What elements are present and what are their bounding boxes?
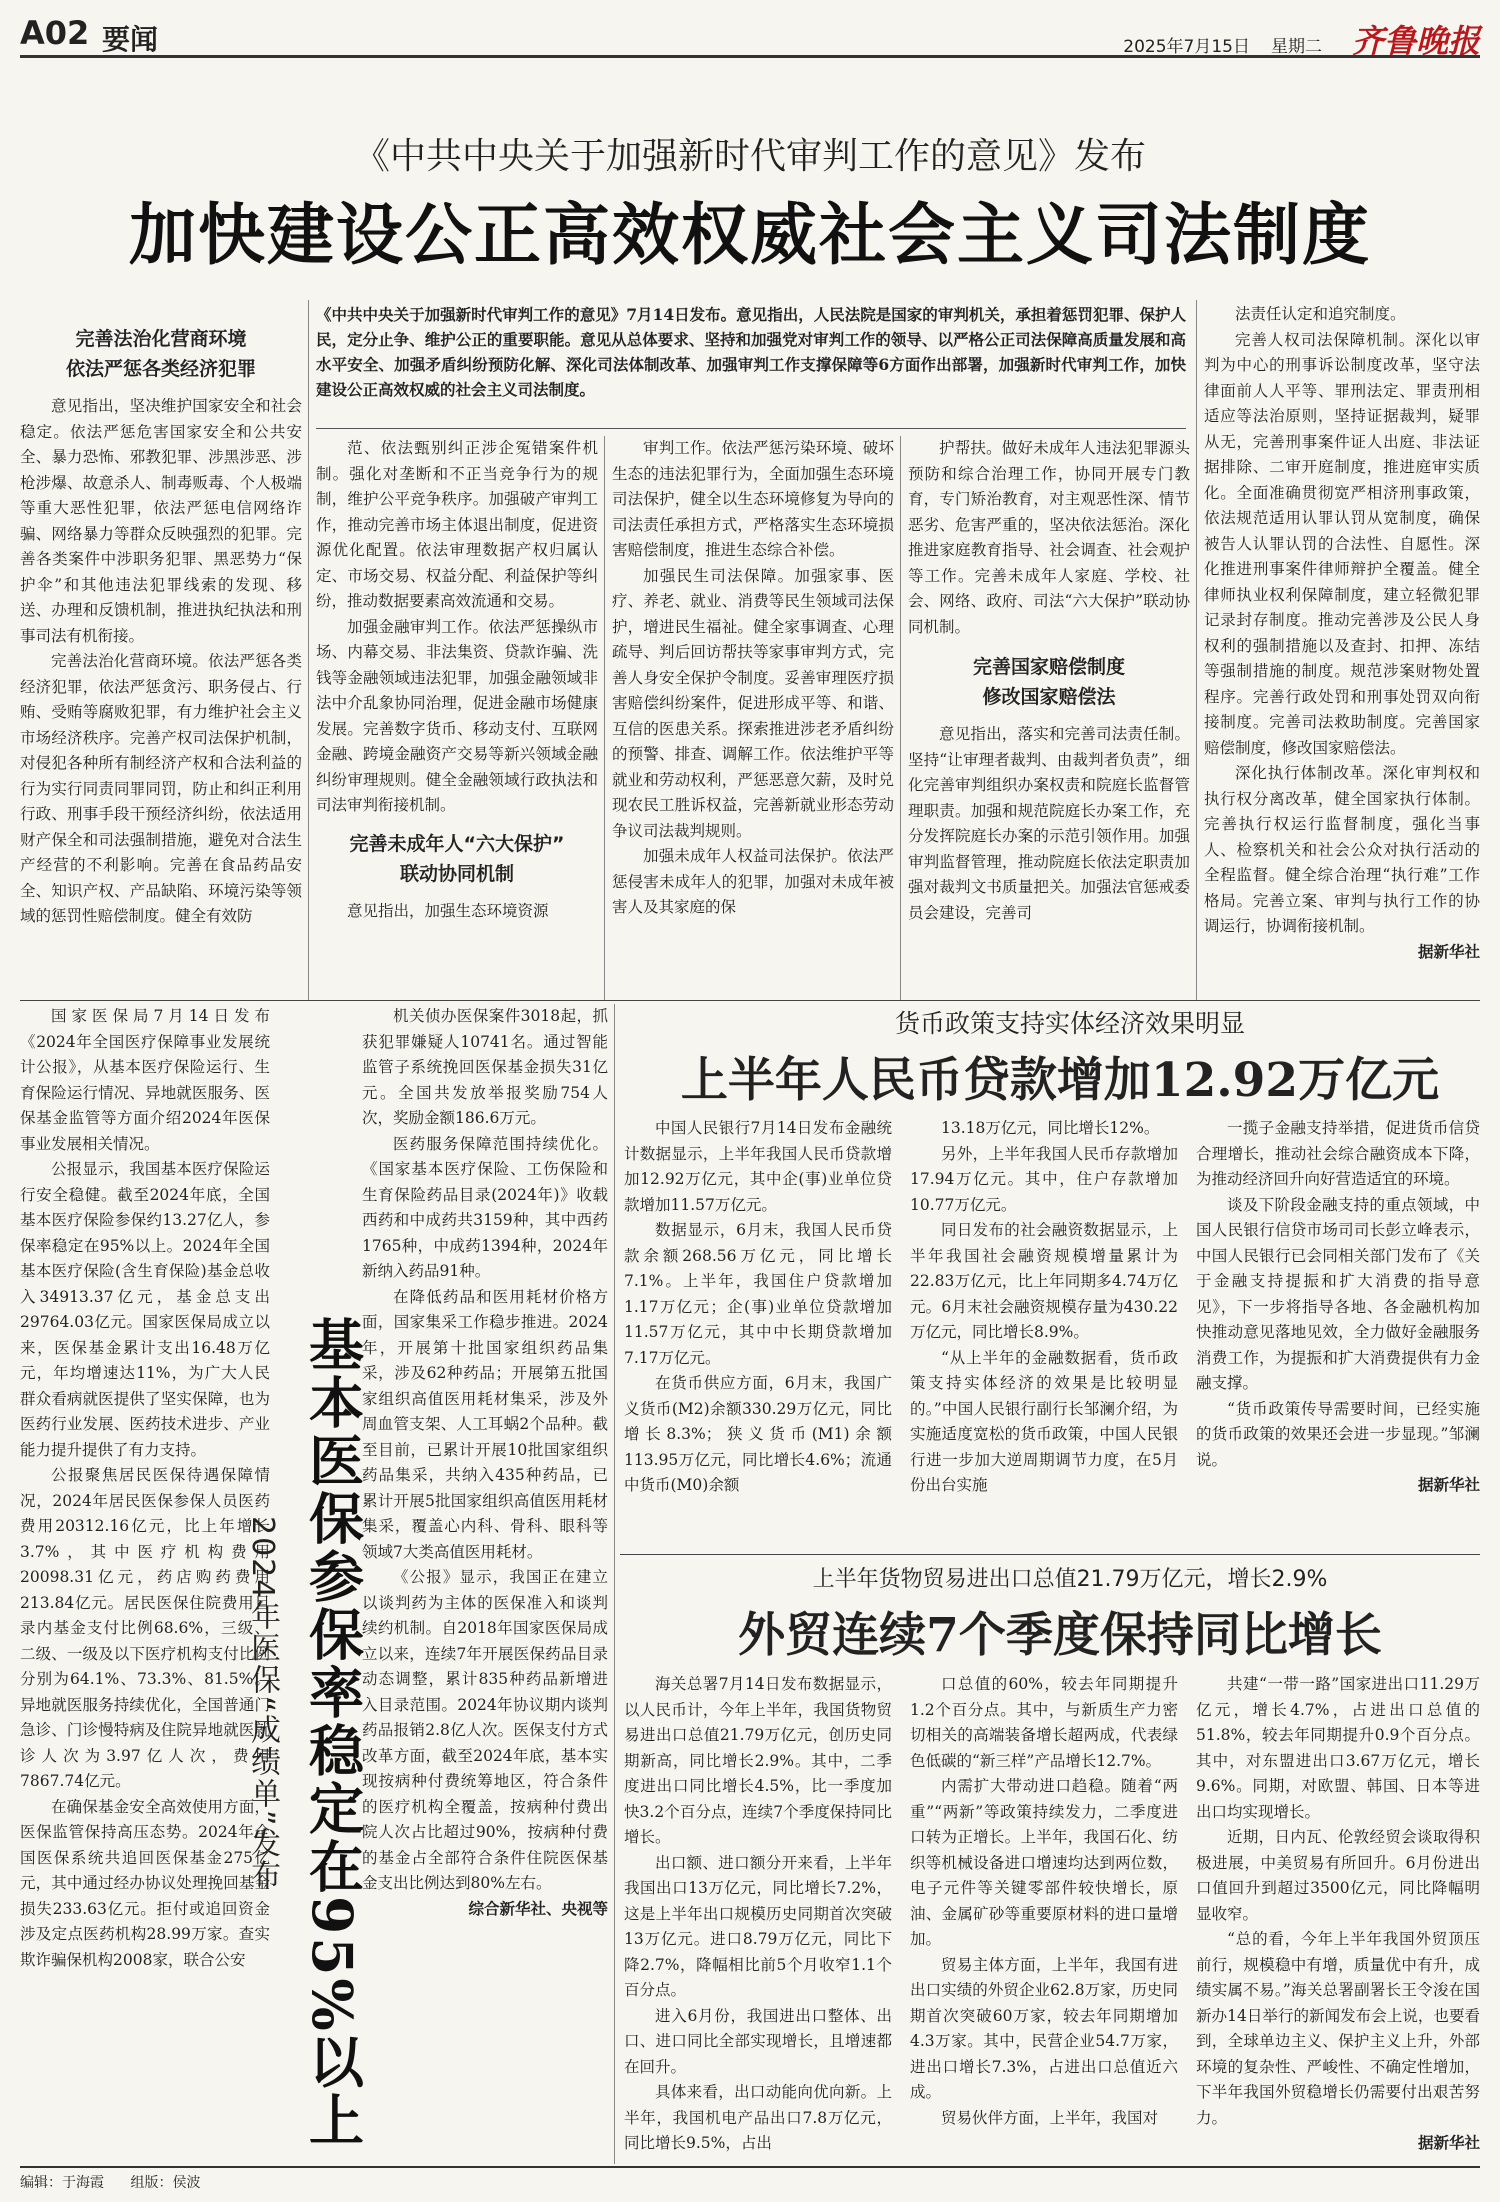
paragraph: 法责任认定和追究制度。 (1235, 305, 1406, 323)
story1-col2-body (316, 436, 598, 819)
story1-column-4 (908, 436, 1190, 1000)
story1-column-5 (1204, 302, 1480, 1000)
story3-column-3 (1196, 1116, 1480, 1550)
paragraph: 意见指出，落实和完善司法责任制。坚持“让审理者裁判、由裁判者负责”，细化完善审判组织办案权责和院庭长监督管理职责。加强和规范院庭长办案工作，充分发挥院庭长办案的示范引领作用。加强审判监督管理，推动院庭长依法定职责加强对裁判文书质量把关。加强法官惩戒委员会建设，完善司 (908, 725, 1190, 922)
story1-headline: 加快建设公正高效权威社会主义司法制度 (129, 195, 1371, 274)
story4-kicker: 上半年货物贸易进出口总值21.79万亿元，增长2.9% (812, 1567, 1328, 1592)
paragraph: 在确保基金安全高效使用方面，医保监管保持高压态势。2024年全国医保系统共追回医保基金275亿元，其中通过经办协议处理挽回基金损失233.63亿元。拒付或追回资金涉及定点医药机构28.99万家。查实欺诈骗保机构2008家，联合公安 (20, 1797, 270, 1969)
paragraph: 贸易伙伴方面，上半年，我国对 (941, 2108, 1159, 2127)
paragraph: 深化执行体制改革。深化审判权和执行权分离改革，健全国家执行体制。完善执行权运行监督制度，强化当事人、检察机关和社会公众对执行活动的全程监督。健全综合治理“执行难”工作格局。完善立案、审判与执行工作的协调运行，协调衔接机制。 (1204, 764, 1480, 935)
story4-col3-body (1196, 1672, 1480, 2131)
story1-col2-tail: 意见指出，加强生态环境资源 (347, 901, 549, 920)
paragraph: 贸易主体方面，上半年，我国有进出口实绩的外贸企业62.8万家，历史同期首次突破60万家，较去年同期增加4.3万家。其中，民营企业54.7万家，进出口增长7.3%，占进出口总值近六成。 (910, 1955, 1178, 2101)
column-divider (604, 436, 605, 1000)
paragraph: 一揽子金融支持举措，促进货币信贷合理增长，推动社会综合融资成本下降，为推动经济回升向好营造适宜的环境。 (1196, 1119, 1480, 1188)
paragraph: 加强金融审判工作。依法严惩操纵市场、内幕交易、非法集资、贷款诈骗、洗钱等金融领域违法犯罪，加强金融领域非法中介乱象协同治理，促进金融市场健康发展。完善数字货币、移动支付、互联网金融、跨境金融资产交易等新兴领域金融纠纷审理规则。健全金融领域行政执法和司法审判衔接机制。 (316, 617, 598, 814)
story1-subhead-2: 完善未成年人“六大保护” 联动协同机制 (349, 832, 565, 885)
column-divider (900, 436, 901, 1000)
story4-headline: 外贸连续7个季度保持同比增长 (738, 1608, 1382, 1663)
page-number: A02 (20, 14, 90, 52)
paragraph: 数据显示，6月末，我国人民币贷款余额268.56万亿元，同比增长7.1%。上半年，我国住户贷款增加1.17万亿元；企(事)业单位贷款增加11.57万亿元，其中中长期贷款增加7.17万亿元。 (624, 1221, 892, 1367)
paragraph: 护帮扶。做好未成年人违法犯罪源头预防和综合治理工作，协同开展专门教育，专门矫治教育，对主观恶性深、情节恶劣、危害严重的，坚决依法惩治。深化推进家庭教育指导、社会调查、社会观护等工作。完善未成年人家庭、学校、社会、网络、政府、司法“六大保护”联动协同机制。 (908, 439, 1190, 636)
paragraph: 13.18万亿元，同比增长12%。 (941, 1119, 1160, 1137)
paragraph: 《公报》显示，我国正在建立以谈判药为主体的医保准入和谈判续约机制。自2018年国家医保局成立以来，连续7年开展医保药品目录动态调整，累计835种药品新增进入目录范围。2024年协议期内谈判药品报销2.8亿人次。医保支付方式改革方面，截至2024年底，基本实现按病种付费统筹地区，符合条件的医疗机构全覆盖，按病种付费出院人次占比超过90%，按病种付费的基金占全部符合条件住院医保基金支出比例达到80%左右。 (362, 1568, 608, 1892)
paragraph: 出口额、进口额分开来看，上半年我国出口13万亿元，同比增长7.2%，这是上半年出口规模历史同期首次突破13万亿元。进口8.79万亿元，同比下降2.7%，降幅相比前5个月收窄1.1个百分点。 (624, 1853, 892, 1999)
column-divider (614, 1004, 615, 2164)
newspaper-logo: 齐鲁晚报 (1351, 22, 1480, 60)
story1-kicker: 《中共中央关于加强新时代审判工作的意见》发布 (353, 136, 1146, 177)
paragraph: 另外，上半年我国人民币存款增加17.94万亿元。其中，住户存款增加10.77万亿元。 (910, 1144, 1178, 1214)
section-divider (620, 1554, 1480, 1555)
paragraph: 具体来看，出口动能向优向新。上半年，我国机电产品出口7.8万亿元，同比增长9.5%，占出 (624, 2083, 892, 2152)
paragraph: 公报显示，我国基本医疗保险运行安全稳健。截至2024年底，全国基本医疗保险参保约13.27亿人，参保率稳定在95%以上。2024年全国基本医疗保险(含生育保险)基金总收入34913.37亿元，基金总支出29764.03亿元。国家医保局成立以来，医保基金累计支出16.48万亿元，年均增速达11%，为广大人民群众看病就医提供了坚实保障，也为医药行业发展、医药技术进步、产业能力提升提供了有力支持。 (20, 1160, 270, 1459)
publication-date: 2025年7月15日 (1123, 37, 1250, 57)
story1-col4b-body (908, 722, 1190, 926)
story1-subhead-3: 完善国家赔偿制度 修改国家赔偿法 (972, 656, 1125, 708)
paragraph: 公报聚焦居民医保待遇保障情况，2024年居民医保参保人员医药费用20312.16亿元，比上年增长3.7%，其中医疗机构费用20098.31亿元，药店购药费用213.84亿元。居民医保住院费用目录内基金支付比例68.6%，三级、二级、一级及以下医疗机构支付比例分别为64.1%、73.3%、81.5%。异地就医服务持续优化，全国普通门急诊、门诊慢特病及住院异地就医就诊人次为3.97亿人次，费用7867.74亿元。 (20, 1466, 270, 1790)
paragraph: “从上半年的金融数据看，货币政策支持实体经济的效果是比较明显的。”中国人民银行副行长邹澜介绍，为实施适度宽松的货币政策，中国人民银行进一步加大逆周期调节力度，在5月份出台实施 (910, 1348, 1178, 1494)
paragraph: 海关总署7月14日发布数据显示，以人民币计，今年上半年，我国货物贸易进出口总值21.79万亿元，创历史同期新高，同比增长2.9%。其中，二季度进出口同比增长4.5%，比一季度加快3.2个百分点，连续7个季度保持同比增长。 (624, 1675, 892, 1846)
paragraph: 加强民生司法保障。加强家事、医疗、养老、就业、消费等民生领域司法保护，增进民生福祉。健全家事调查、心理疏导、判后回访帮扶等家事审判方式，完善人身安全保护令制度。妥善审理医疗损害赔偿纠纷案件，促进形成平等、和谐、互信的医患关系。探索推进涉老矛盾纠纷的预警、排查、调解工作。依法维护平等就业和劳动权利，严惩恶意欠薪，及时兑现农民工胜诉权益，完善新就业形态劳动争议司法裁判规则。 (612, 566, 894, 840)
story4-byline: 据新华社 (1417, 2134, 1480, 2152)
paragraph: 在货币供应方面，6月末，我国广义货币(M2)余额330.29万亿元，同比增长8.3%；狭义货币(M1)余额113.95万亿元，同比增长4.6%；流通中货币(M0)余额 (624, 1374, 892, 1494)
story4-column-2 (910, 1672, 1178, 2164)
story2-column-1 (20, 1004, 270, 2164)
paragraph: 在降低药品和医用耗材价格方面，国家集采工作稳步推进。2024年，开展第十批国家组织药品集采，涉及62种药品；开展第五批国家组织高值医用耗材集采，涉及外周血管支架、人工耳蜗2个品种。截至目前，已累计开展10批国家组织药品集采，共纳入435种药品，已累计开展5批国家组织高值医用耗材集采，覆盖心内科、骨科、眼科等领域7大类高值医用耗材。 (362, 1287, 608, 1561)
designer-credit: 组版：侯波 (130, 2175, 201, 2191)
story3-col1-body (624, 1116, 892, 1499)
story1-col5-body (1204, 302, 1480, 940)
story3-col2-body (910, 1116, 1178, 1499)
story1-col3-body (612, 436, 894, 921)
story3-col3-body (1196, 1116, 1480, 1473)
story4-col1-body (624, 1672, 892, 2157)
story4-col2-body (910, 1672, 1178, 2131)
story1-lead: 《中共中央关于加强新时代审判工作的意见》7月14日发布。意见指出，人民法院是国家的审判机关，承担着惩罚犯罪、保护人民，定分止争、维护公正的重要职能。意见从总体要求、坚持和加强党对审判工作的领导、以严格公正司法保障高质量发展和高水平安全、加强矛盾纠纷预防化解、深化司法体制改革、加强审判工作支撑保障等6方面作出部署，加强新时代审判工作，加快建设公正高效权威的社会主义司法制度。 (316, 305, 1186, 399)
story3-column-1 (624, 1116, 892, 1550)
paragraph: 机关侦办医保案件3018起，抓获犯罪嫌疑人10741名。通过智能监管子系统挽回医保基金损失31亿元。全国共发放举报奖励754人次，奖励金额186.6万元。 (362, 1007, 608, 1127)
paragraph: “总的看，今年上半年我国外贸顶压前行，规模稳中有增，质量优中有升，成绩实属不易。”海关总署副署长王令浚在国新办14日举行的新闻发布会上说，也要看到，全球单边主义、保护主义上升，外部环境的复杂性、严峻性、不确定性增加，下半年我国外贸稳增长仍需要付出艰苦努力。 (1196, 1930, 1480, 2127)
page-footer (20, 2166, 1480, 2192)
paragraph: 进入6月份，我国进出口整体、出口、进口同比全部实现增长，且增速都在回升。 (624, 2006, 892, 2076)
editor-credit: 编辑：于海霞 (20, 2175, 104, 2191)
paragraph: 近期，日内瓦、伦敦经贸会谈取得积极进展，中美贸易有所回升。6月份进出口值回升到超过3500亿元，同比降幅明显收窄。 (1196, 1828, 1480, 1923)
paragraph: 完善法治化营商环境。依法严惩各类经济犯罪，依法严惩贪污、职务侵占、行贿、受贿等腐败犯罪，有力维护社会主义市场经济秩序。完善产权司法保护机制，对侵犯各种所有制经济产权和合法利益的行为实行同责同罪同罚，防止和纠正利用行政、刑事手段干预经济纠纷，依法适用财产保全和司法强制措施，避免对合法生产经营的不利影响。完善在食品药品安全、知识产权、产品缺陷、环境污染等领域的惩罚性赔偿制度。健全有效防 (20, 652, 302, 925)
story3-headline: 上半年人民币贷款增加12.92万亿元 (680, 1053, 1440, 1108)
weekday: 星期二 (1271, 37, 1322, 57)
story1-col1-body (20, 394, 302, 930)
story2-byline: 综合新华社、央视等 (468, 1899, 608, 1918)
paragraph: 内需扩大带动进口趋稳。随着“两重”“两新”等政策持续发力，二季度进口转为正增长。上半年，我国石化、纺织等机械设备进口增速均达到两位数，电子元件等关键零部件较快增长，原油、金属矿砂等重要原材料的进口量增加。 (910, 1777, 1178, 1948)
story1-column-3 (612, 436, 894, 1000)
paragraph: 口总值的60%，较去年同期提升1.2个百分点。其中，与新质生产力密切相关的高端装备增长超两成，代表绿色低碳的“新三样”产品增长12.7%。 (910, 1675, 1178, 1770)
story1-subhead-1: 完善法治化营商环境 依法严惩各类经济犯罪 (65, 328, 256, 380)
story4-column-3 (1196, 1672, 1480, 2164)
paragraph: 中国人民银行7月14日发布金融统计数据显示，上半年我国人民币贷款增加12.92万亿元，其中企(事)业单位贷款增加11.57万亿元。 (624, 1119, 892, 1214)
story2-colB-body (362, 1004, 608, 1897)
story1-column-1 (20, 318, 302, 998)
story1-byline: 据新华社 (1417, 942, 1480, 961)
paragraph: 医药服务保障范围持续优化。《国家基本医疗保险、工伤保险和生育保险药品目录(2024年)》收载西药和中成药共3159种，其中西药1765种，中成药1394种，2024年新纳入药品91种。 (362, 1134, 608, 1280)
paragraph: “货币政策传导需要时间，已经实施的货币政策的效果还会进一步显现。”邹澜说。 (1196, 1399, 1480, 1469)
paragraph: 意见指出，坚决维护国家安全和社会稳定。依法严惩危害国家安全和公共安全、暴力恐怖、邪教犯罪、涉黑涉恶、涉枪涉爆、故意杀人、制毒贩毒、个人极端等重大恶性犯罪，依法严惩电信网络诈骗、网络暴力等群众反映强烈的犯罪。完善各类案件中涉职务犯罪、黑恶势力“保护伞”和其他违法犯罪线索的发现、移送、办理和反馈机制，推进执纪执法和刑事司法有机衔接。 (20, 397, 302, 645)
column-divider (308, 300, 309, 1000)
paragraph: 加强未成年人权益司法保护。依法严惩侵害未成年人的犯罪，加强对未成年被害人及其家庭的保 (612, 847, 894, 916)
story2-column-2 (362, 1004, 608, 2164)
lead-divider (316, 428, 1186, 429)
section-name: 要闻 (102, 23, 159, 56)
story3-column-2 (910, 1116, 1178, 1550)
paragraph: 范、依法甄别纠正涉企冤错案件机制。强化对垄断和不正当竞争行为的规制，维护公平竞争秩序。加强破产审判工作，推动完善市场主体退出制度，促进资源优化配置。依法审理数据产权归属认定、市场交易、权益分配、利益保护等纠纷，推动数据要素高效流通和交易。 (316, 439, 598, 610)
story2-colA-body (20, 1004, 270, 1973)
story3-byline: 据新华社 (1417, 1476, 1480, 1494)
masthead (20, 10, 1480, 58)
section-divider (20, 1000, 1480, 1001)
paragraph: 谈及下阶段金融支持的重点领域，中国人民银行信贷市场司司长彭立峰表示，中国人民银行已会同相关部门发布了《关于金融支持提振和扩大消费的指导意见》，下一步将指导各地、各金融机构加快推动意见落地见效，全力做好金融服务消费工作，为提振和扩大消费提供有力金融支撑。 (1196, 1195, 1480, 1392)
paragraph: 审判工作。依法严惩污染环境、破坏生态的违法犯罪行为，全面加强生态环境司法保护，健全以生态环境修复为导向的司法责任承担方式，严格落实生态环境损害赔偿制度，推进生态综合补偿。 (612, 439, 894, 559)
story1-col4-body (908, 436, 1190, 640)
story1-column-2 (316, 436, 598, 1000)
story4-column-1 (624, 1672, 892, 2164)
column-divider (1196, 300, 1197, 1000)
paragraph: 同日发布的社会融资数据显示，上半年我国社会融资规模增量累计为22.83万亿元，比上年同期多4.74万亿元。6月末社会融资规模存量为430.22万亿元，同比增长8.9%。 (910, 1221, 1178, 1341)
paragraph: 完善人权司法保障机制。深化以审判为中心的刑事诉讼制度改革，坚守法律面前人人平等、罪刑法定、罪责刑相适应等法治原则，坚持证据裁判，疑罪从无，完善刑事案件证人出庭、非法证据排除、二审开庭制度，推进庭审实质化。全面准确贯彻宽严相济刑事政策，依法规范适用认罪认罚从宽制度，确保被告人认罪认罚的合法性、自愿性。深化推进刑事案件律师辩护全覆盖。健全律师执业权利保障制度，建立轻微犯罪记录封存制度。推动完善涉及公民人身权利的强制措施以及查封、扣押、冻结等强制措施的制度。规范涉案财物处置程序。完善行政处罚和刑事处罚双向衔接制度。完善司法救助制度。完善国家赔偿制度，修改国家赔偿法。 (1204, 330, 1480, 757)
paragraph: 国家医保局7月14日发布《2024年全国医疗保障事业发展统计公报》，从基本医疗保险运行、生育保险运行情况、异地就医服务、医保基金监管等方面介绍2024年医保事业发展相关情况。 (20, 1007, 270, 1153)
story2-headline: 基本医保参保率稳定在95%以上 (300, 1316, 365, 2150)
story2-subtitle: 2024年医保“成绩单”发布 (245, 1516, 280, 1892)
story3-kicker: 货币政策支持实体经济效果明显 (894, 1009, 1245, 1038)
paragraph: 共建“一带一路”国家进出口11.29万亿元，增长4.7%，占进出口总值的51.8%，较去年同期提升0.9个百分点。其中，对东盟进出口3.67万亿元，增长9.6%。同期，对欧盟、韩国、日本等进出口均实现增长。 (1196, 1675, 1480, 1821)
